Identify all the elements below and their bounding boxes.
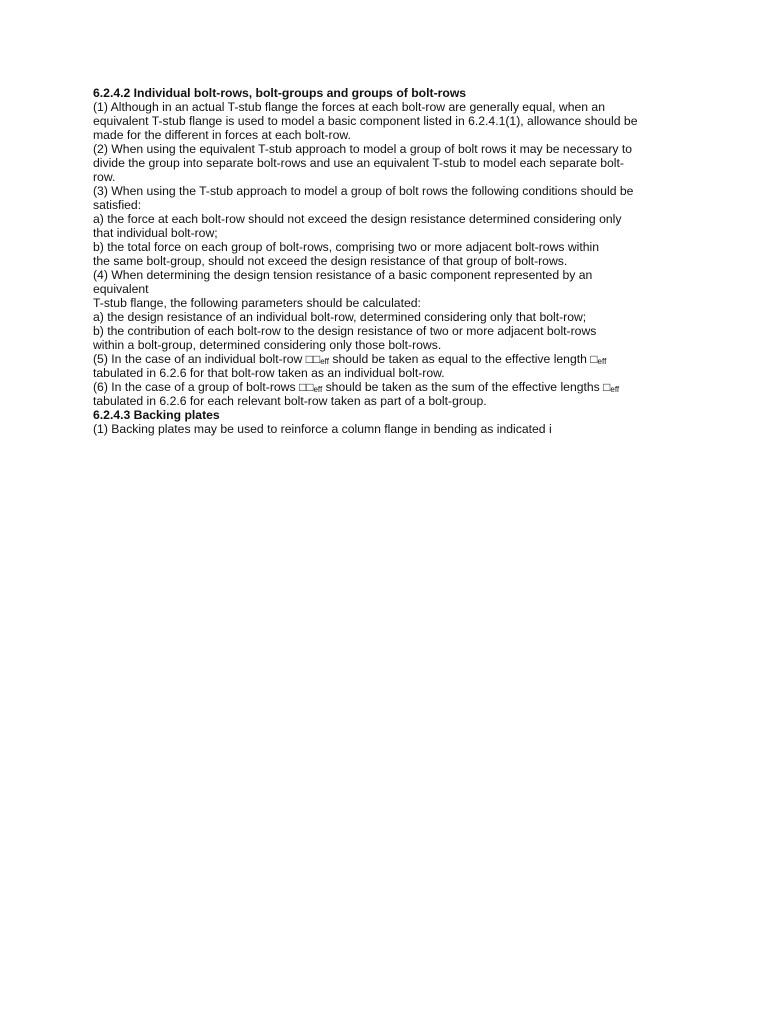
text-line: (2) When using the equivalent T-stub approach to model a group of bolt rows it may be necessary to: [93, 142, 633, 156]
document-page: [93, 86, 683, 436]
text-fragment: should be taken as equal to the effective length: [328, 352, 591, 366]
subscript-eff: eff: [610, 385, 620, 394]
text-line: tabulated in 6.2.6 for each relevant bolt-row taken as part of a bolt-group.: [93, 394, 487, 408]
subscript-eff: eff: [313, 385, 323, 394]
text-line: a) the force at each bolt-row should not exceed the design resistance determined considering only: [93, 212, 622, 226]
missing-glyph-symbol: □: [603, 380, 611, 394]
text-line: (4) When determining the design tension resistance of a basic component represented by an: [93, 268, 593, 282]
text-line: the same bolt-group, should not exceed the design resistance of that group of bolt-rows.: [93, 254, 568, 268]
text-fragment: should be taken as the sum of the effective lengths: [322, 380, 604, 394]
text-fragment: (5) In the case of an individual bolt-row: [93, 352, 306, 366]
text-line: within a bolt-group, determined considering only those bolt-rows.: [93, 338, 442, 352]
text-line: (1) Although in an actual T-stub flange the forces at each bolt-row are generally equal, when an: [93, 100, 605, 114]
text-line: b) the total force on each group of bolt-rows, comprising two or more adjacent bolt-rows within: [93, 240, 600, 254]
missing-glyph-symbol: □□: [298, 380, 314, 394]
missing-glyph-symbol: □□: [305, 352, 321, 366]
text-line: b) the contribution of each bolt-row to the design resistance of two or more adjacent bolt-rows: [93, 324, 597, 338]
text-line: (1) Backing plates may be used to reinforce a column flange in bending as indicated i: [93, 422, 552, 436]
text-line: row.: [93, 170, 116, 184]
text-line: T-stub flange, the following parameters should be calculated:: [93, 296, 421, 310]
text-line: divide the group into separate bolt-rows and use an equivalent T-stub to model each separate bolt-: [93, 156, 624, 170]
text-line: a) the design resistance of an individual bolt-row, determined considering only that bolt-row;: [93, 310, 587, 324]
text-fragment: (6) In the case of a group of bolt-rows: [93, 380, 299, 394]
text-line-paragraph-6: [93, 380, 683, 394]
subscript-eff: eff: [320, 357, 329, 366]
missing-glyph-symbol: □: [590, 352, 598, 366]
subscript-eff: eff: [597, 357, 607, 366]
text-line: equivalent: [93, 282, 149, 296]
text-line: satisfied:: [93, 198, 142, 212]
text-line: made for the different in forces at each bolt-row.: [93, 128, 351, 142]
text-line: tabulated in 6.2.6 for that bolt-row taken as an individual bolt-row.: [93, 366, 445, 380]
text-line: equivalent T-stub flange is used to model a basic component listed in 6.2.4.1(1), allowance should be: [93, 114, 638, 128]
section-heading-6-2-4-2: 6.2.4.2 Individual bolt-rows, bolt-groups and groups of bolt-rows: [93, 86, 467, 100]
section-heading-6-2-4-3: 6.2.4.3 Backing plates: [93, 408, 220, 422]
text-line: (3) When using the T-stub approach to model a group of bolt rows the following conditions should be: [93, 184, 634, 198]
text-line-paragraph-5: [93, 352, 683, 366]
text-line: that individual bolt-row;: [93, 226, 218, 240]
